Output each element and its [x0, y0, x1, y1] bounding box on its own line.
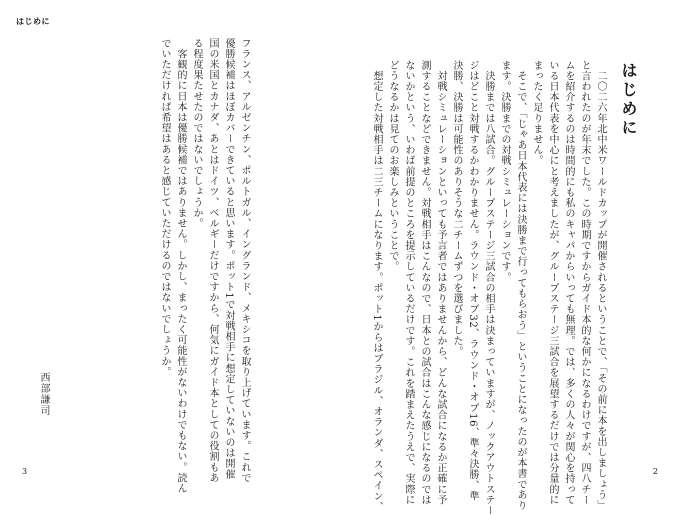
text-line: と言われたのが年末でした。この時期ですからガイド本的な何かになるわけですが、四八チー [579, 60, 590, 506]
page-number-right: 2 [652, 467, 658, 476]
running-head: はじめに [16, 17, 50, 26]
text-line: ジはどこと対戦するかわかりません。ラウンド・オブ32、ラウンド・オブ16、準々決勝、準 [467, 60, 478, 502]
text-line: 測することなどできません。対戦相手はこんなので、日本との試合はこんな感じになるのでは [419, 60, 430, 506]
text-line: ムを紹介するのは時間的にも私のキャパからいっても無理。では、多くの人々が関心を持って [563, 60, 574, 506]
text-line: まったく足りません。 [531, 60, 542, 166]
chapter-title: はじめに [619, 62, 638, 138]
text-line: ます。決勝までの対戦シミュレーションです。 [499, 60, 510, 283]
right-page [340, 0, 680, 516]
text-line: 想定した対戦相手は二三チームになります。ポット1からはブラジル、オランダ、スペイン、 [371, 60, 382, 513]
text-line: る程度果たせたのではないでしょうか。 [191, 38, 202, 229]
right-page-body [368, 60, 608, 516]
text-line: 二〇二六年北中米ワールドカップが開催されるということで、「その前に本を出しましょう」 [595, 60, 606, 511]
text-line: どうなるかは見てのお楽しみということで。 [387, 60, 398, 272]
text-line: フランス、アルゼンチン、ポルトガル、イングランド、メキシコを取り上げています。これで [239, 38, 250, 484]
text-line: ないかという、いわば前提のところを提示しているだけです。これを踏まえたうえで、実際に [403, 60, 414, 506]
text-line: いる日本代表を中心にと考えましたが、グループステージ三試合を展望するだけでは分量的に [547, 60, 558, 506]
text-line: 客観的に日本は優勝候補ではありません。しかし、まったく可能性がないわけでもない。読ん [175, 38, 186, 494]
text-line: 対戦シミュレーションといっても予言者ではありませんから、どんな試合になるか正確に予 [435, 60, 446, 506]
text-line: 国の米国とカナダ、あとはドイツ、ベルギーだけですから、何気にガイド本としての役割もあ [207, 38, 218, 484]
text-line: 決勝までは八試合。グループステージ三試合の相手は決まっていますが、ノックアウトステー [483, 60, 494, 516]
text-line: そこで、「じゃあ日本代表には決勝まで行ってもらおう」ということになったのが本書であり [515, 60, 526, 511]
text-line: 優勝候補はほぼカバーできていると思います。ポット1で対戦相手に想定していないのは開催 [223, 38, 234, 480]
left-page [0, 0, 340, 500]
text-line: 決勝、決勝は可能性のありそうな二チームずつを選びました。 [451, 60, 462, 357]
author-signature: 西部謙司 [38, 372, 49, 416]
page-number-left: 3 [22, 467, 28, 476]
left-page-body [156, 38, 252, 494]
text-line: でいただければ希望はあると感じていただけるのではないでしょうか。 [159, 38, 170, 378]
